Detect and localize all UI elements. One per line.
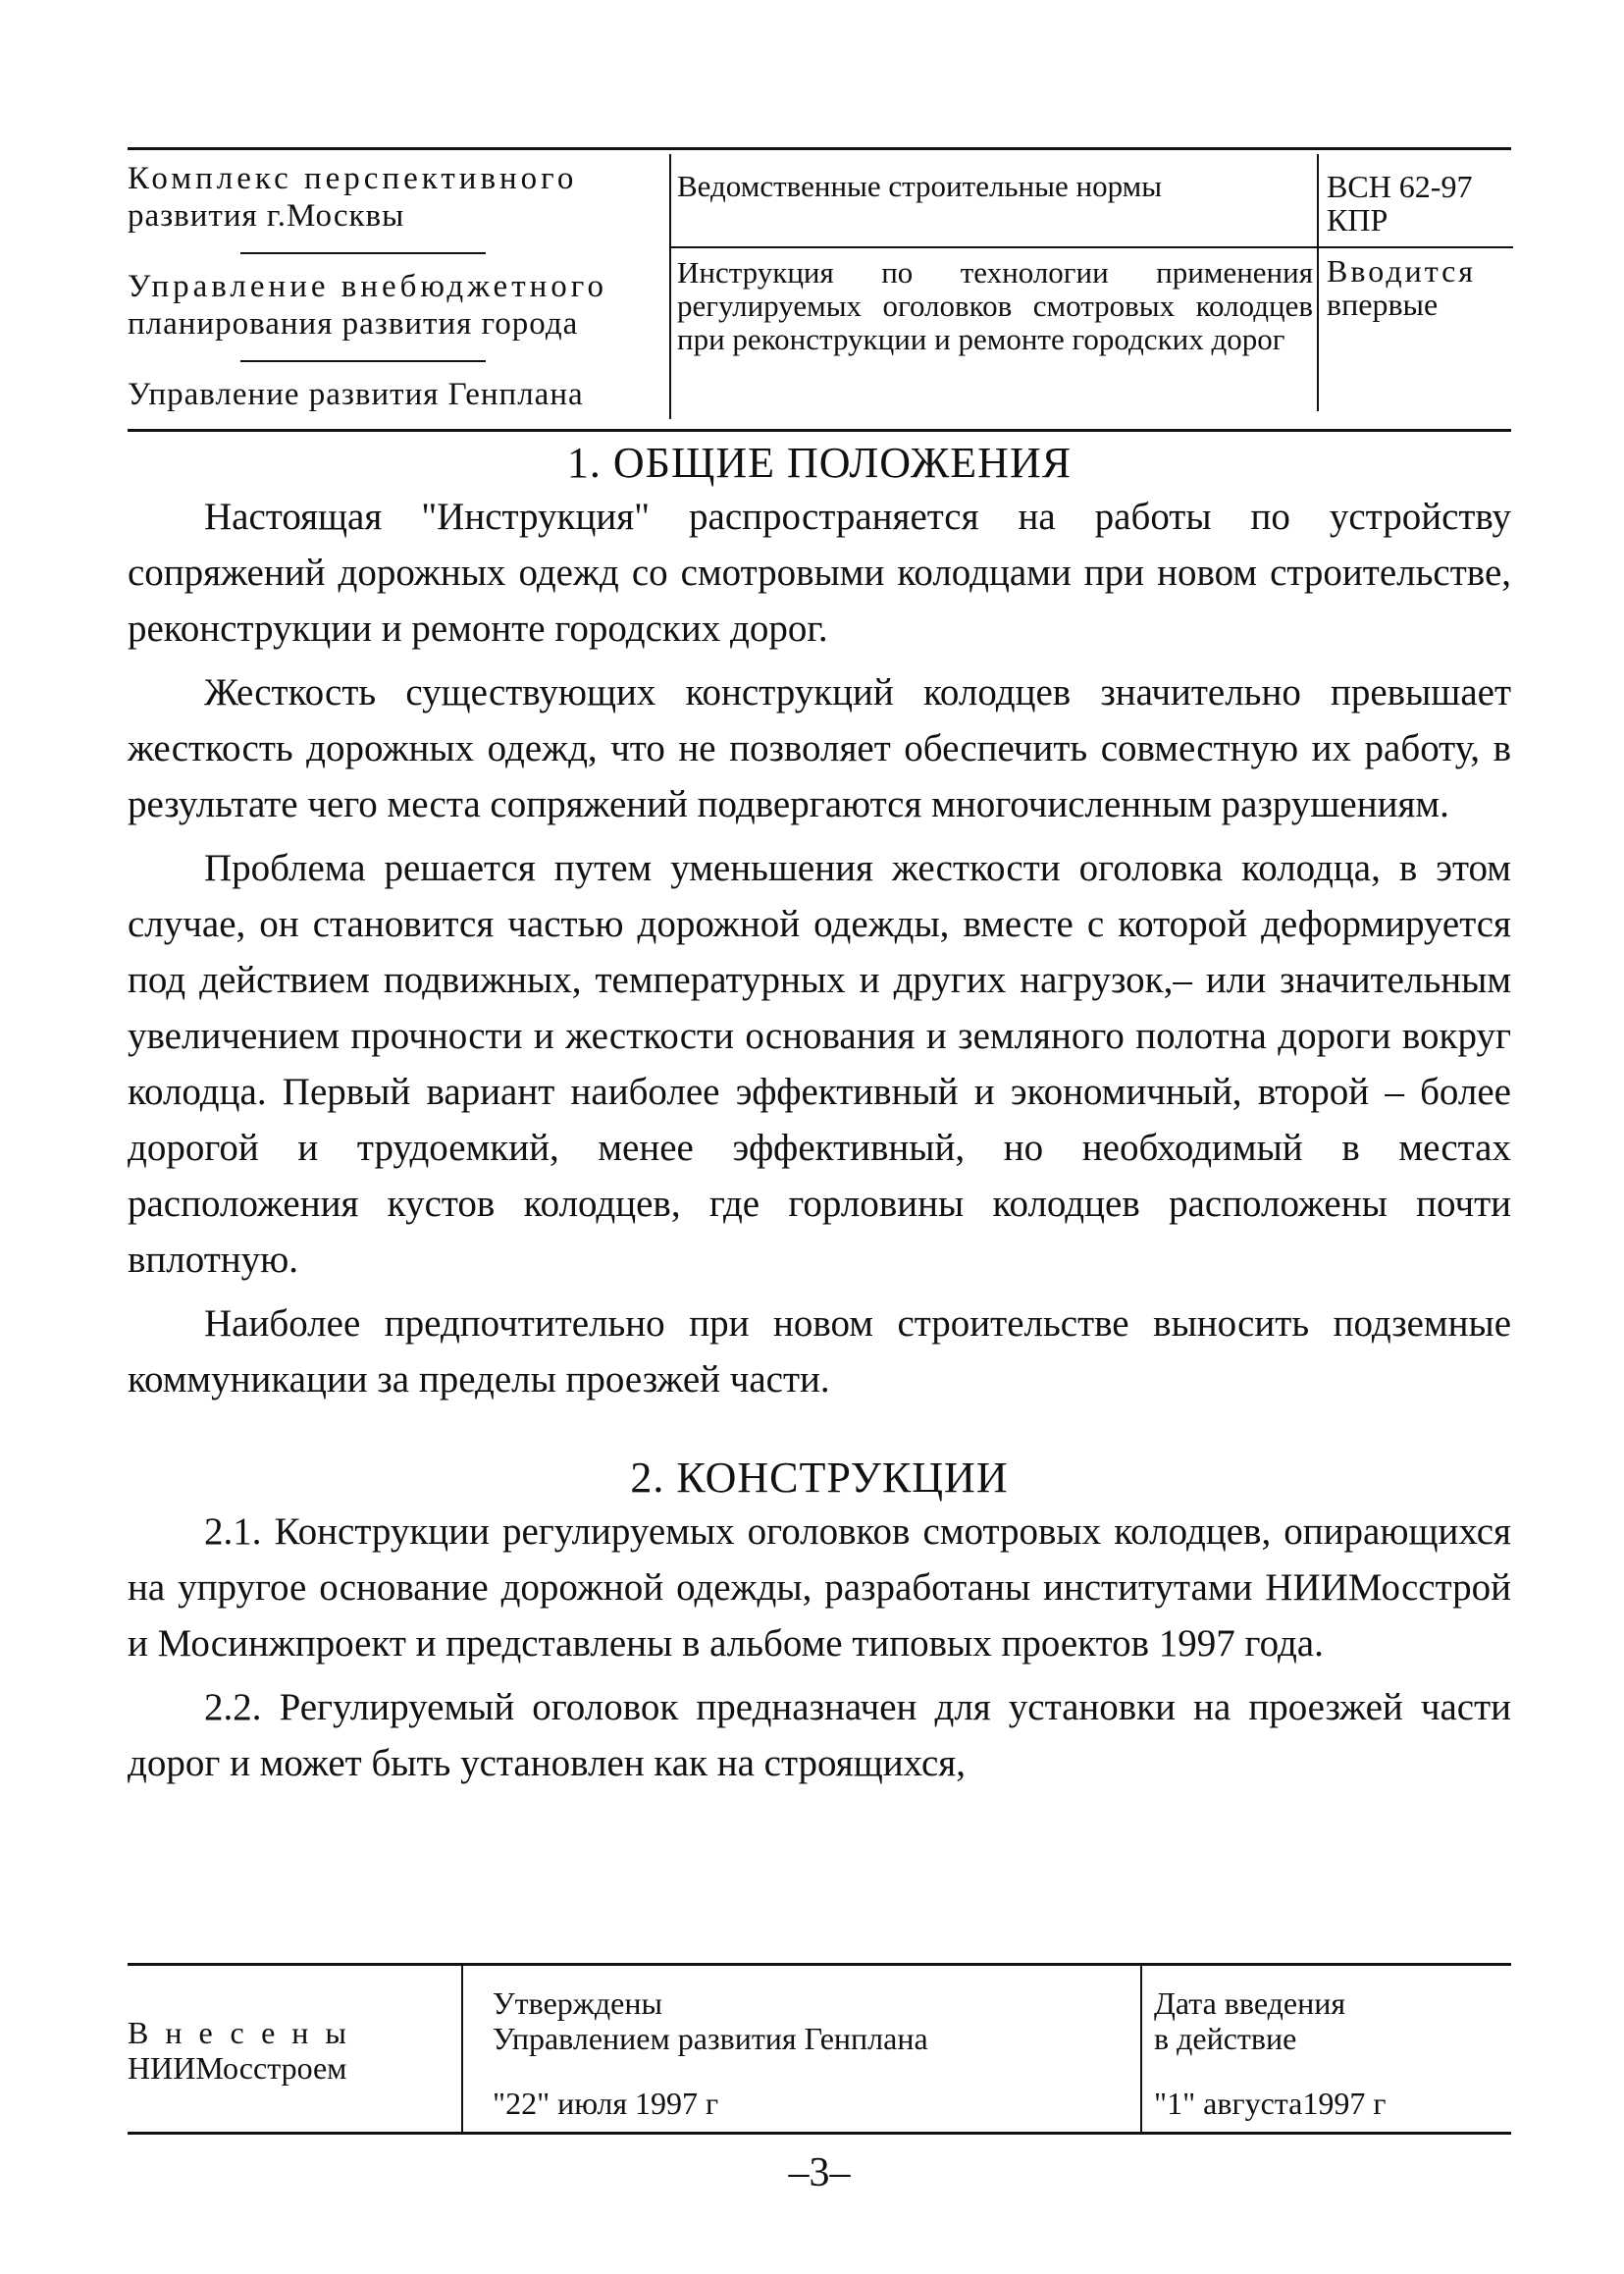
approved-by: Управлением развития Генплана bbox=[493, 2021, 928, 2056]
intro-status: Вводится bbox=[1327, 253, 1477, 289]
section-title: 1. ОБЩИЕ ПОЛОЖЕНИЯ bbox=[566, 439, 1073, 487]
introduced-by-block bbox=[128, 2015, 451, 2086]
footer-vertical-rule bbox=[1140, 1966, 1142, 2132]
instruction-title: Инструкция по технологии применения регулируемых оголовков смотровых колодцев при реконструкции и ремонте городских дорог bbox=[677, 255, 1313, 356]
effective-label: Дата введения bbox=[1154, 1985, 1346, 2021]
org-line: Комплекс перспективного bbox=[128, 161, 578, 196]
paragraph: Настоящая "Инструкция" распространяется на работы по устройству сопряжений дорожных одежд со смотровыми колодцами при новом строительстве, реконструкции и ремонте городских дорог. bbox=[128, 496, 1511, 650]
approved-block bbox=[493, 1985, 1130, 2056]
org-line: Управление развития Генплана bbox=[128, 377, 584, 412]
footer-vertical-rule bbox=[461, 1966, 463, 2132]
effective-date-block bbox=[1154, 1985, 1511, 2056]
effective-label: в действие bbox=[1154, 2021, 1297, 2056]
section-title: 2. КОНСТРУКЦИИ bbox=[630, 1454, 1009, 1502]
introduced-label: Внесены bbox=[128, 2015, 363, 2050]
approved-label: Утверждены bbox=[493, 1985, 662, 2021]
paragraph: Наиболее предпочтительно при новом строительстве выносить подземные коммуникации за пределы проезжей части. bbox=[128, 1302, 1511, 1401]
document-header bbox=[128, 147, 1511, 432]
paragraph: Проблема решается путем уменьшения жесткости оголовка колодца, в этом случае, он становится частью дорожной одежды, вместе с которой деформируется под действием подвижных, температурных и других нагрузок,– или значительным увеличением прочности и жесткости основания и земляного полотна дороги вокруг колодца. Первый вариант наиболее эффективный и экономичный, второй – более дорогой и трудоемкий, менее эффективный, но необходимый в местах расположения кустов колодцев, где горловины колодцев расположены почти вплотную. bbox=[128, 847, 1511, 1281]
page-number: –3– bbox=[788, 2150, 851, 2195]
document-type-block bbox=[677, 170, 1313, 356]
issuing-organizations bbox=[128, 160, 667, 413]
document-footer bbox=[128, 1963, 1511, 2135]
header-vertical-rule bbox=[1317, 154, 1319, 411]
document-code-suffix: КПР bbox=[1327, 202, 1388, 238]
org-line: планирования развития города bbox=[128, 306, 579, 342]
header-divider bbox=[1317, 246, 1513, 248]
short-divider bbox=[240, 252, 486, 254]
short-divider bbox=[240, 360, 486, 362]
paragraph: Жесткость существующих конструкций колодцев значительно превышает жесткость дорожных одежд, что не позволяет обеспечить совместную их работу, в результате чего места сопряжений подвергаются многочисленным разрушениям. bbox=[128, 671, 1511, 825]
document-page bbox=[128, 147, 1511, 2195]
document-code-block bbox=[1327, 170, 1511, 321]
org-line: Управление внебюджетного bbox=[128, 269, 608, 304]
paragraph: 2.1. Конструкции регулируемых оголовков смотровых колодцев, опирающихся на упругое основание дорожной одежды, разработаны институтами НИИМосстрой и Мосинжпроект и представлены в альбоме типовых проектов 1997 года. bbox=[128, 1510, 1511, 1665]
header-divider bbox=[669, 246, 1319, 248]
paragraph: 2.2. Регулируемый оголовок предназначен для установки на проезжей части дорог и может быть установлен как на строящихся, bbox=[128, 1686, 1511, 1784]
org-line: развития г.Москвы bbox=[128, 198, 405, 234]
document-code: ВСН 62-97 bbox=[1327, 169, 1473, 204]
header-vertical-rule bbox=[669, 154, 671, 419]
approved-date: "22" июля 1997 г bbox=[493, 2086, 719, 2121]
effective-date: "1" августа1997 г bbox=[1154, 2086, 1387, 2121]
introduced-by: НИИМосстроем bbox=[128, 2050, 347, 2086]
norms-type: Ведомственные строительные нормы bbox=[677, 169, 1163, 203]
intro-status: впервые bbox=[1327, 287, 1439, 322]
